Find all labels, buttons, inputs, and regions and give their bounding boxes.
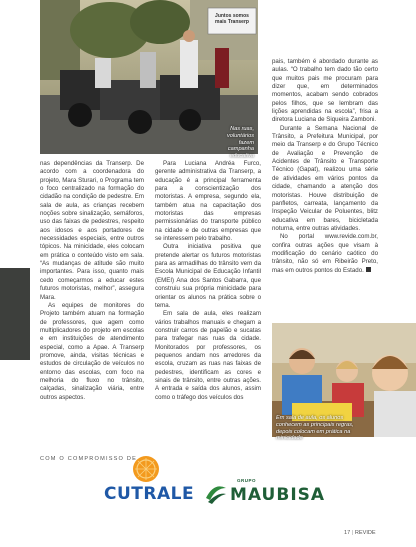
cutrale-wordmark: CUTRALE <box>104 484 195 504</box>
end-of-article-icon <box>366 267 371 272</box>
maubisa-wordmark: MAUBISA <box>230 485 326 505</box>
col3-paragraph-2: Durante a Semana Nacional de Trânsito, a Prefeitura Municipal, por meio da Transerp e do Grupo Técnico de Avaliação e Prevenção de Acidentes de Trânsito e Transporte Técnico (Gapat), realizou uma série de atividades em vários pontos da cidade, chamando a atenção dos motoristas. Houve distribuição de panfletos, carreata, lançamento da Inspeção Veicular de Poluentes, blitz educativa em bares, bicicletada noturna, entre outras atividades. <box>272 124 378 232</box>
top-photo <box>40 0 258 160</box>
article-column-1 <box>40 160 144 402</box>
col2-paragraph-1: Para Luciana Andréa Furco, gerente administrativa da Transerp, a educação é a principal ferramenta para a conscientização dos motoristas. A empresa, segundo ela, também atua na capacitação dos motoristas das empresas permissionárias do transporte público na cidade e de outras empresas que se interessem pelo trabalho. <box>155 160 261 243</box>
col2-paragraph-2: Outra iniciativa positiva que pretende alertar os futuros motoristas para as armadilhas do trânsito vem da Escola Municipal de Educação Infantil (EMEI) Ana dos Santos Gabarra, que construiu sua própria minicidade para orientar os alunos na prática sobre o tema. <box>155 243 261 309</box>
cutrale-logo <box>104 455 195 505</box>
maubisa-logo <box>204 478 326 508</box>
cutrale-orange-icon <box>104 455 186 485</box>
magazine-name: REVIDE <box>354 530 376 536</box>
col1-paragraph-1: nas dependências da Transerp. De acordo com a coordenadora do projeto, Mara Sturari, o Programa tem o foco centralizado na formação do cidadão na condição de pedestre. Em sala de aula, as crianças recebem noções sobre sinalização, semáforos, uso das faixas de pedestres, respeito aos idosos e aos portadores de necessidades especiais, entre outros tópicos. Na minicidade, eles colocam em prática o conteúdo visto em sala. “As mudanças de atitude são muito importantes. Para isso, quanto mais cedo começarmos a educar estes futuros motoristas, melhor”, assegura Mara. <box>40 160 144 301</box>
page-footer <box>344 530 376 536</box>
left-edge-photo <box>0 268 30 360</box>
sponsors-heading: COM O COMPROMISSO DE <box>40 456 138 462</box>
top-photo-caption: Nas ruas, voluntários fazem campanha educativa <box>226 126 254 160</box>
page-number: 17 <box>344 530 351 536</box>
bottom-photo <box>272 323 416 442</box>
col3-paragraph-3-text: No portal www.revide.com.br, confira outras ações que visam à modificação do cenário caótico do trânsito, não só em Ribeirão Preto, mas em outros pontos do Estado. <box>272 233 378 274</box>
maubisa-swoosh-icon <box>204 482 228 504</box>
article-column-2 <box>155 160 261 402</box>
bottom-photo-caption: Em sala de aula, os alunos conhecem as principais regras, depois colocam em prática na minicidade <box>276 415 354 442</box>
col3-paragraph-1: pais, também é abordado durante as aulas. “O trabalho tem dado tão certo que muitos pais me procuram para dizer que, em determinados momentos, acabam sendo cobrados pelos filhos, que se lembram das lições aprendidas na escola”, frisa a diretora Luciana de Siqueira Zamboni. <box>272 58 378 124</box>
top-photo-banner: Juntos somos mais Transerp <box>215 13 249 25</box>
footer-separator: | <box>351 530 355 536</box>
maubisa-group-label: GRUPO <box>237 478 257 483</box>
col3-paragraph-3 <box>272 233 378 275</box>
col2-paragraph-3: Em sala de aula, eles realizam vários trabalhos manuais e chegam a construir carros de papelão e sucatas para trafegar nas ruas da cidade. Monitorados por professores, os pequenos andam nos arredores da escola, cruzam as ruas nas faixas de pedestres, identificam as cores e sinais de trânsito, entre outras ações. A entrada e saída dos alunos, assim como o tráfego dos veículos dos <box>155 310 261 401</box>
col1-paragraph-2: As equipes de monitores do Projeto também atuam na formação de professores, que agem como multiplicadores do projeto em escolas e em instituições de atendimento especial, como a Apae. A Transerp promove, ainda, visitas técnicas e estudos de circulação de veículos no entorno das escolas, com foco na melhoria do fluxo no trânsito, calçadas, sinalização viária, entre outros aspectos. <box>40 301 144 401</box>
article-column-3 <box>272 58 378 275</box>
